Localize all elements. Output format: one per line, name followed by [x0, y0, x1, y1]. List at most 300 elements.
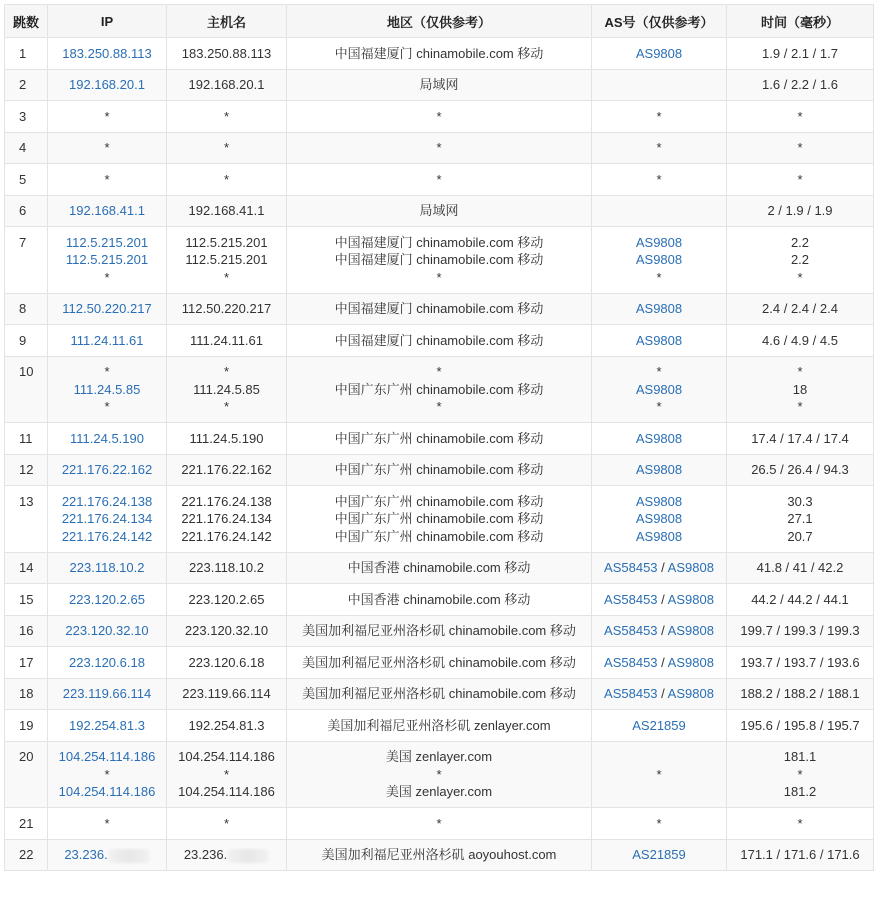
time-cell — [727, 741, 874, 808]
ip-cell — [48, 227, 167, 294]
hostname-line — [167, 528, 286, 546]
ip-link[interactable]: 221.176.24.138 — [61, 493, 153, 509]
region-line: 局域网 — [419, 203, 459, 218]
as-link[interactable]: AS58453 — [604, 591, 658, 607]
ip-line — [48, 654, 166, 672]
region-cell — [287, 293, 592, 325]
hostname-cell — [167, 647, 287, 679]
hostname-text: 221.176.24.134 — [181, 511, 272, 526]
hop-cell: 15 — [5, 584, 48, 616]
hostname-line — [167, 510, 286, 528]
time-cell — [727, 552, 874, 584]
as-cell — [592, 423, 727, 455]
hostname-line — [167, 622, 286, 640]
ip-cell — [48, 293, 167, 325]
region-cell — [287, 710, 592, 742]
as-line — [592, 269, 726, 287]
hostname-text: 104.254.114.186 — [178, 784, 275, 799]
ip-link[interactable]: 183.250.88.113 — [62, 45, 152, 61]
hostname-text: 223.119.66.114 — [182, 686, 271, 701]
as-star: * — [656, 171, 662, 187]
as-link[interactable]: AS58453 — [604, 654, 658, 670]
time-line: 27.1 — [787, 511, 813, 526]
time-line: 2.2 — [790, 252, 810, 267]
hostname-line — [167, 815, 286, 833]
hostname-text: 112.5.215.201 — [185, 252, 268, 267]
as-star: * — [656, 364, 662, 379]
ip-link[interactable]: 111.24.5.85 — [73, 381, 141, 397]
table-row — [5, 325, 874, 357]
header-hostname: 主机名 — [167, 5, 287, 38]
ip-line — [48, 622, 166, 640]
ip-link[interactable]: 111.24.5.190 — [70, 430, 144, 446]
region-line: 中国香港 chinamobile.com 移动 — [347, 591, 531, 607]
ip-link[interactable]: 223.120.2.65 — [69, 591, 145, 607]
as-cell — [592, 839, 727, 871]
region-line: 中国福建厦门 chinamobile.com 移动 — [334, 45, 544, 61]
header-hop: 跳数 — [5, 5, 48, 38]
time-cell — [727, 101, 874, 133]
hostname-text: 183.250.88.113 — [181, 45, 272, 61]
as-link[interactable]: AS9808 — [635, 462, 683, 477]
as-cell — [592, 486, 727, 553]
time-cell — [727, 356, 874, 423]
ip-cell — [48, 132, 167, 164]
as-line — [592, 332, 726, 350]
table-row — [5, 423, 874, 455]
hostname-text: 111.24.5.85 — [193, 381, 260, 397]
as-line — [592, 139, 726, 157]
table-row — [5, 195, 874, 227]
table-row — [5, 356, 874, 423]
region-line: 美国加利福尼亚州洛杉矶 aoyouhost.com — [321, 847, 557, 862]
as-link[interactable]: AS9808 — [635, 381, 683, 397]
as-cell — [592, 584, 727, 616]
hostname-cell — [167, 454, 287, 486]
table-row — [5, 647, 874, 679]
as-link[interactable]: AS9808 — [635, 252, 683, 267]
as-separator: / — [657, 560, 668, 575]
time-cell — [727, 164, 874, 196]
ip-line — [48, 559, 166, 577]
hostname-text: 192.168.20.1 — [188, 77, 265, 92]
hostname-cell — [167, 678, 287, 710]
as-line — [592, 622, 726, 640]
time-line: 26.5 / 26.4 / 94.3 — [751, 462, 849, 477]
as-link[interactable]: AS9808 — [635, 511, 683, 526]
hostname-cell — [167, 552, 287, 584]
table-row — [5, 710, 874, 742]
hostname-line — [167, 846, 286, 864]
ip-line — [48, 363, 166, 381]
region-cell — [287, 839, 592, 871]
region-line: 美国 zenlayer.com — [385, 784, 493, 799]
as-line — [592, 461, 726, 479]
as-line — [592, 748, 726, 766]
as-separator: / — [657, 591, 668, 607]
ip-link[interactable]: 221.176.22.162 — [61, 462, 153, 477]
ip-cell — [48, 710, 167, 742]
region-cell — [287, 486, 592, 553]
ip-link[interactable]: 223.120.6.18 — [69, 654, 145, 670]
hop-cell: 22 — [5, 839, 48, 871]
region-line: 美国加利福尼亚州洛杉矶 chinamobile.com 移动 — [302, 686, 576, 701]
hostname-cell — [167, 293, 287, 325]
hostname-line — [167, 685, 286, 703]
table-row — [5, 839, 874, 871]
hop-cell: 12 — [5, 454, 48, 486]
ip-line — [48, 202, 166, 220]
hostname-line — [167, 461, 286, 479]
hostname-text: 112.5.215.201 — [185, 234, 268, 250]
region-cell — [287, 195, 592, 227]
time-cell — [727, 647, 874, 679]
time-line: 171.1 / 171.6 / 171.6 — [740, 847, 860, 862]
as-line — [592, 766, 726, 784]
hostname-line — [167, 171, 286, 189]
ip-cell — [48, 584, 167, 616]
as-cell — [592, 293, 727, 325]
as-star: * — [656, 108, 662, 124]
time-cell — [727, 38, 874, 70]
time-line: * — [797, 269, 803, 285]
as-line — [592, 510, 726, 528]
hostname-text: 223.120.2.65 — [188, 591, 265, 607]
as-line — [592, 45, 726, 63]
ip-line — [48, 430, 166, 448]
table-row — [5, 808, 874, 840]
hostname-line — [167, 76, 286, 94]
hostname-text: 192.254.81.3 — [188, 717, 265, 733]
time-line: * — [797, 364, 803, 379]
as-line — [592, 381, 726, 399]
ip-line — [48, 685, 166, 703]
ip-line — [48, 815, 166, 833]
as-star: * — [656, 766, 662, 782]
ip-link[interactable]: 192.168.20.1 — [69, 77, 145, 92]
as-line — [592, 591, 726, 609]
as-link[interactable]: AS9808 — [667, 654, 714, 670]
region-cell — [287, 325, 592, 357]
ip-link[interactable]: 112.5.215.201 — [65, 252, 149, 267]
region-line: 中国福建厦门 chinamobile.com 移动 — [334, 234, 544, 250]
as-line — [592, 108, 726, 126]
hostname-text: * — [223, 815, 230, 831]
time-line: * — [797, 140, 803, 155]
ip-cell — [48, 195, 167, 227]
hostname-text: * — [223, 766, 230, 782]
hop-cell: 8 — [5, 293, 48, 325]
hostname-line — [167, 591, 286, 609]
hostname-line — [167, 251, 286, 269]
hostname-cell — [167, 584, 287, 616]
masked-hostname — [227, 849, 269, 863]
hostname-text: 104.254.114.186 — [178, 749, 275, 764]
as-line — [592, 815, 726, 833]
ip-star: * — [104, 108, 110, 124]
ip-cell — [48, 38, 167, 70]
as-link[interactable]: AS9808 — [635, 301, 683, 316]
hostname-line — [167, 493, 286, 511]
region-cell — [287, 678, 592, 710]
ip-link[interactable]: 223.120.32.10 — [65, 623, 149, 638]
as-link[interactable]: AS21859 — [632, 847, 686, 862]
as-link[interactable]: AS9808 — [635, 332, 683, 348]
hop-cell: 5 — [5, 164, 48, 196]
region-cell — [287, 164, 592, 196]
ip-cell — [48, 325, 167, 357]
as-cell — [592, 454, 727, 486]
ip-line — [48, 45, 166, 63]
as-link[interactable]: AS9808 — [667, 623, 714, 638]
region-cell — [287, 38, 592, 70]
table-row — [5, 454, 874, 486]
ip-line — [48, 269, 166, 287]
region-line: 中国福建厦门 chinamobile.com 移动 — [334, 301, 544, 316]
as-link[interactable]: AS9808 — [635, 528, 683, 544]
hop-cell: 6 — [5, 195, 48, 227]
time-cell — [727, 615, 874, 647]
as-line — [592, 234, 726, 252]
hostname-cell — [167, 839, 287, 871]
time-cell — [727, 227, 874, 294]
time-cell — [727, 678, 874, 710]
as-separator: / — [657, 623, 668, 638]
ip-link[interactable]: 104.254.114.186 — [58, 749, 156, 764]
as-cell — [592, 38, 727, 70]
as-star: * — [656, 269, 662, 285]
hostname-line — [167, 381, 286, 399]
region-cell — [287, 132, 592, 164]
time-cell — [727, 293, 874, 325]
hostname-text: * — [223, 171, 230, 187]
as-line — [592, 783, 726, 801]
ip-link[interactable]: 223.119.66.114 — [62, 686, 152, 701]
as-link[interactable]: AS58453 — [604, 623, 658, 638]
as-link[interactable]: AS9808 — [667, 560, 714, 575]
time-cell — [727, 710, 874, 742]
ip-link[interactable]: 112.5.215.201 — [65, 234, 149, 250]
hostname-text: 221.176.24.142 — [181, 528, 272, 544]
ip-line — [48, 591, 166, 609]
as-cell — [592, 647, 727, 679]
table-row — [5, 132, 874, 164]
as-line — [592, 685, 726, 703]
hostname-line — [167, 748, 286, 766]
hostname-text: 221.176.24.138 — [181, 493, 272, 509]
hostname-line — [167, 398, 286, 416]
as-cell — [592, 132, 727, 164]
region-line: 中国广东广州 chinamobile.com 移动 — [334, 430, 544, 446]
ip-line — [48, 717, 166, 735]
as-line — [592, 430, 726, 448]
as-cell — [592, 356, 727, 423]
ip-cell — [48, 741, 167, 808]
table-row — [5, 38, 874, 70]
ip-link[interactable]: 111.24.11.61 — [70, 332, 144, 348]
hostname-line — [167, 363, 286, 381]
ip-link[interactable]: 23.236. — [64, 847, 108, 862]
ip-star: * — [104, 269, 110, 285]
hostname-text: 112.50.220.217 — [181, 301, 272, 316]
as-cell — [592, 808, 727, 840]
ip-star: * — [104, 815, 110, 831]
ip-cell — [48, 69, 167, 101]
as-line — [592, 398, 726, 416]
region-cell — [287, 647, 592, 679]
time-line: 188.2 / 188.2 / 188.1 — [740, 686, 860, 701]
table-row — [5, 69, 874, 101]
hostname-text: 223.118.10.2 — [189, 560, 264, 575]
ip-line — [48, 783, 166, 801]
as-cell — [592, 69, 727, 101]
hop-cell: 20 — [5, 741, 48, 808]
hostname-line — [167, 234, 286, 252]
region-line: 局域网 — [419, 77, 459, 92]
ip-link[interactable]: 223.118.10.2 — [69, 560, 145, 575]
hostname-line — [167, 269, 286, 287]
time-cell — [727, 454, 874, 486]
ip-link[interactable]: 192.168.41.1 — [69, 203, 145, 218]
time-cell — [727, 839, 874, 871]
header-ip: IP — [48, 5, 167, 38]
as-line — [592, 493, 726, 511]
as-link[interactable]: AS9808 — [667, 591, 714, 607]
as-cell — [592, 741, 727, 808]
as-link[interactable]: AS9808 — [635, 430, 683, 446]
header-region: 地区（仅供参考） — [287, 5, 592, 38]
hostname-cell — [167, 808, 287, 840]
hostname-cell — [167, 486, 287, 553]
hostname-cell — [167, 423, 287, 455]
as-link[interactable]: AS21859 — [632, 717, 686, 733]
hostname-line — [167, 332, 286, 350]
hostname-line — [167, 559, 286, 577]
time-line: * — [797, 815, 803, 831]
region-line: * — [436, 815, 442, 831]
ip-link[interactable]: 192.254.81.3 — [69, 717, 145, 733]
ip-cell — [48, 101, 167, 133]
time-line: 2 / 1.9 / 1.9 — [767, 203, 833, 218]
time-line: * — [797, 171, 803, 187]
time-cell — [727, 195, 874, 227]
as-link[interactable]: AS58453 — [604, 686, 658, 701]
table-row — [5, 615, 874, 647]
region-line: * — [436, 364, 442, 379]
time-line: 2.2 — [790, 234, 810, 250]
ip-line — [48, 332, 166, 350]
ip-link[interactable]: 221.176.24.134 — [61, 511, 153, 526]
time-line: * — [797, 399, 803, 414]
hostname-cell — [167, 710, 287, 742]
hostname-text: 221.176.22.162 — [181, 462, 272, 477]
ip-link[interactable]: 104.254.114.186 — [58, 784, 156, 799]
table-body — [5, 38, 874, 871]
hostname-cell — [167, 101, 287, 133]
ip-link[interactable]: 112.50.220.217 — [62, 301, 152, 316]
ip-line — [48, 381, 166, 399]
as-cell — [592, 615, 727, 647]
as-link[interactable]: AS58453 — [604, 560, 658, 575]
hostname-line — [167, 300, 286, 318]
as-line — [592, 559, 726, 577]
region-line: 美国加利福尼亚州洛杉矶 chinamobile.com 移动 — [302, 654, 576, 670]
ip-line — [48, 76, 166, 94]
hop-cell: 1 — [5, 38, 48, 70]
ip-line — [48, 139, 166, 157]
as-link[interactable]: AS9808 — [635, 234, 683, 250]
ip-cell — [48, 423, 167, 455]
hostname-line — [167, 45, 286, 63]
hostname-cell — [167, 164, 287, 196]
time-line: 195.6 / 195.8 / 195.7 — [740, 717, 860, 733]
hostname-line — [167, 783, 286, 801]
hostname-text: 223.120.32.10 — [184, 623, 269, 638]
ip-cell — [48, 647, 167, 679]
region-line: 中国广东广州 chinamobile.com 移动 — [334, 381, 544, 397]
ip-line — [48, 171, 166, 189]
table-row — [5, 678, 874, 710]
time-line: 30.3 — [787, 493, 813, 509]
hop-cell: 11 — [5, 423, 48, 455]
hop-cell: 9 — [5, 325, 48, 357]
as-line — [592, 717, 726, 735]
ip-star: * — [104, 140, 110, 155]
as-separator: / — [657, 654, 668, 670]
region-line: 中国广东广州 chinamobile.com 移动 — [334, 493, 544, 509]
time-line: 1.6 / 2.2 / 1.6 — [762, 77, 838, 92]
time-cell — [727, 132, 874, 164]
region-cell — [287, 741, 592, 808]
time-line: 4.6 / 4.9 / 4.5 — [762, 332, 838, 348]
time-cell — [727, 486, 874, 553]
hostname-cell — [167, 38, 287, 70]
time-line: 20.7 — [787, 528, 813, 544]
region-line: * — [436, 171, 442, 187]
ip-cell — [48, 454, 167, 486]
time-cell — [727, 325, 874, 357]
table-row — [5, 101, 874, 133]
table-row — [5, 293, 874, 325]
hostname-line — [167, 108, 286, 126]
as-star: * — [656, 399, 662, 414]
hostname-line — [167, 654, 286, 672]
region-cell — [287, 552, 592, 584]
hostname-cell — [167, 356, 287, 423]
region-line: * — [436, 108, 442, 124]
region-line: * — [436, 766, 442, 782]
ip-cell — [48, 615, 167, 647]
hostname-cell — [167, 325, 287, 357]
as-line — [592, 251, 726, 269]
as-link[interactable]: AS9808 — [635, 493, 683, 509]
as-separator: / — [657, 686, 668, 701]
table-row — [5, 164, 874, 196]
ip-line — [48, 510, 166, 528]
ip-line — [48, 766, 166, 784]
region-line: 中国福建厦门 chinamobile.com 移动 — [334, 252, 544, 267]
table-row — [5, 227, 874, 294]
time-cell — [727, 423, 874, 455]
region-line: 中国广东广州 chinamobile.com 移动 — [334, 528, 544, 544]
as-link[interactable]: AS9808 — [635, 45, 683, 61]
as-link[interactable]: AS9808 — [667, 686, 714, 701]
as-line — [592, 528, 726, 546]
ip-cell — [48, 486, 167, 553]
ip-link[interactable]: 221.176.24.142 — [61, 528, 153, 544]
as-cell — [592, 164, 727, 196]
time-line: * — [797, 108, 803, 124]
